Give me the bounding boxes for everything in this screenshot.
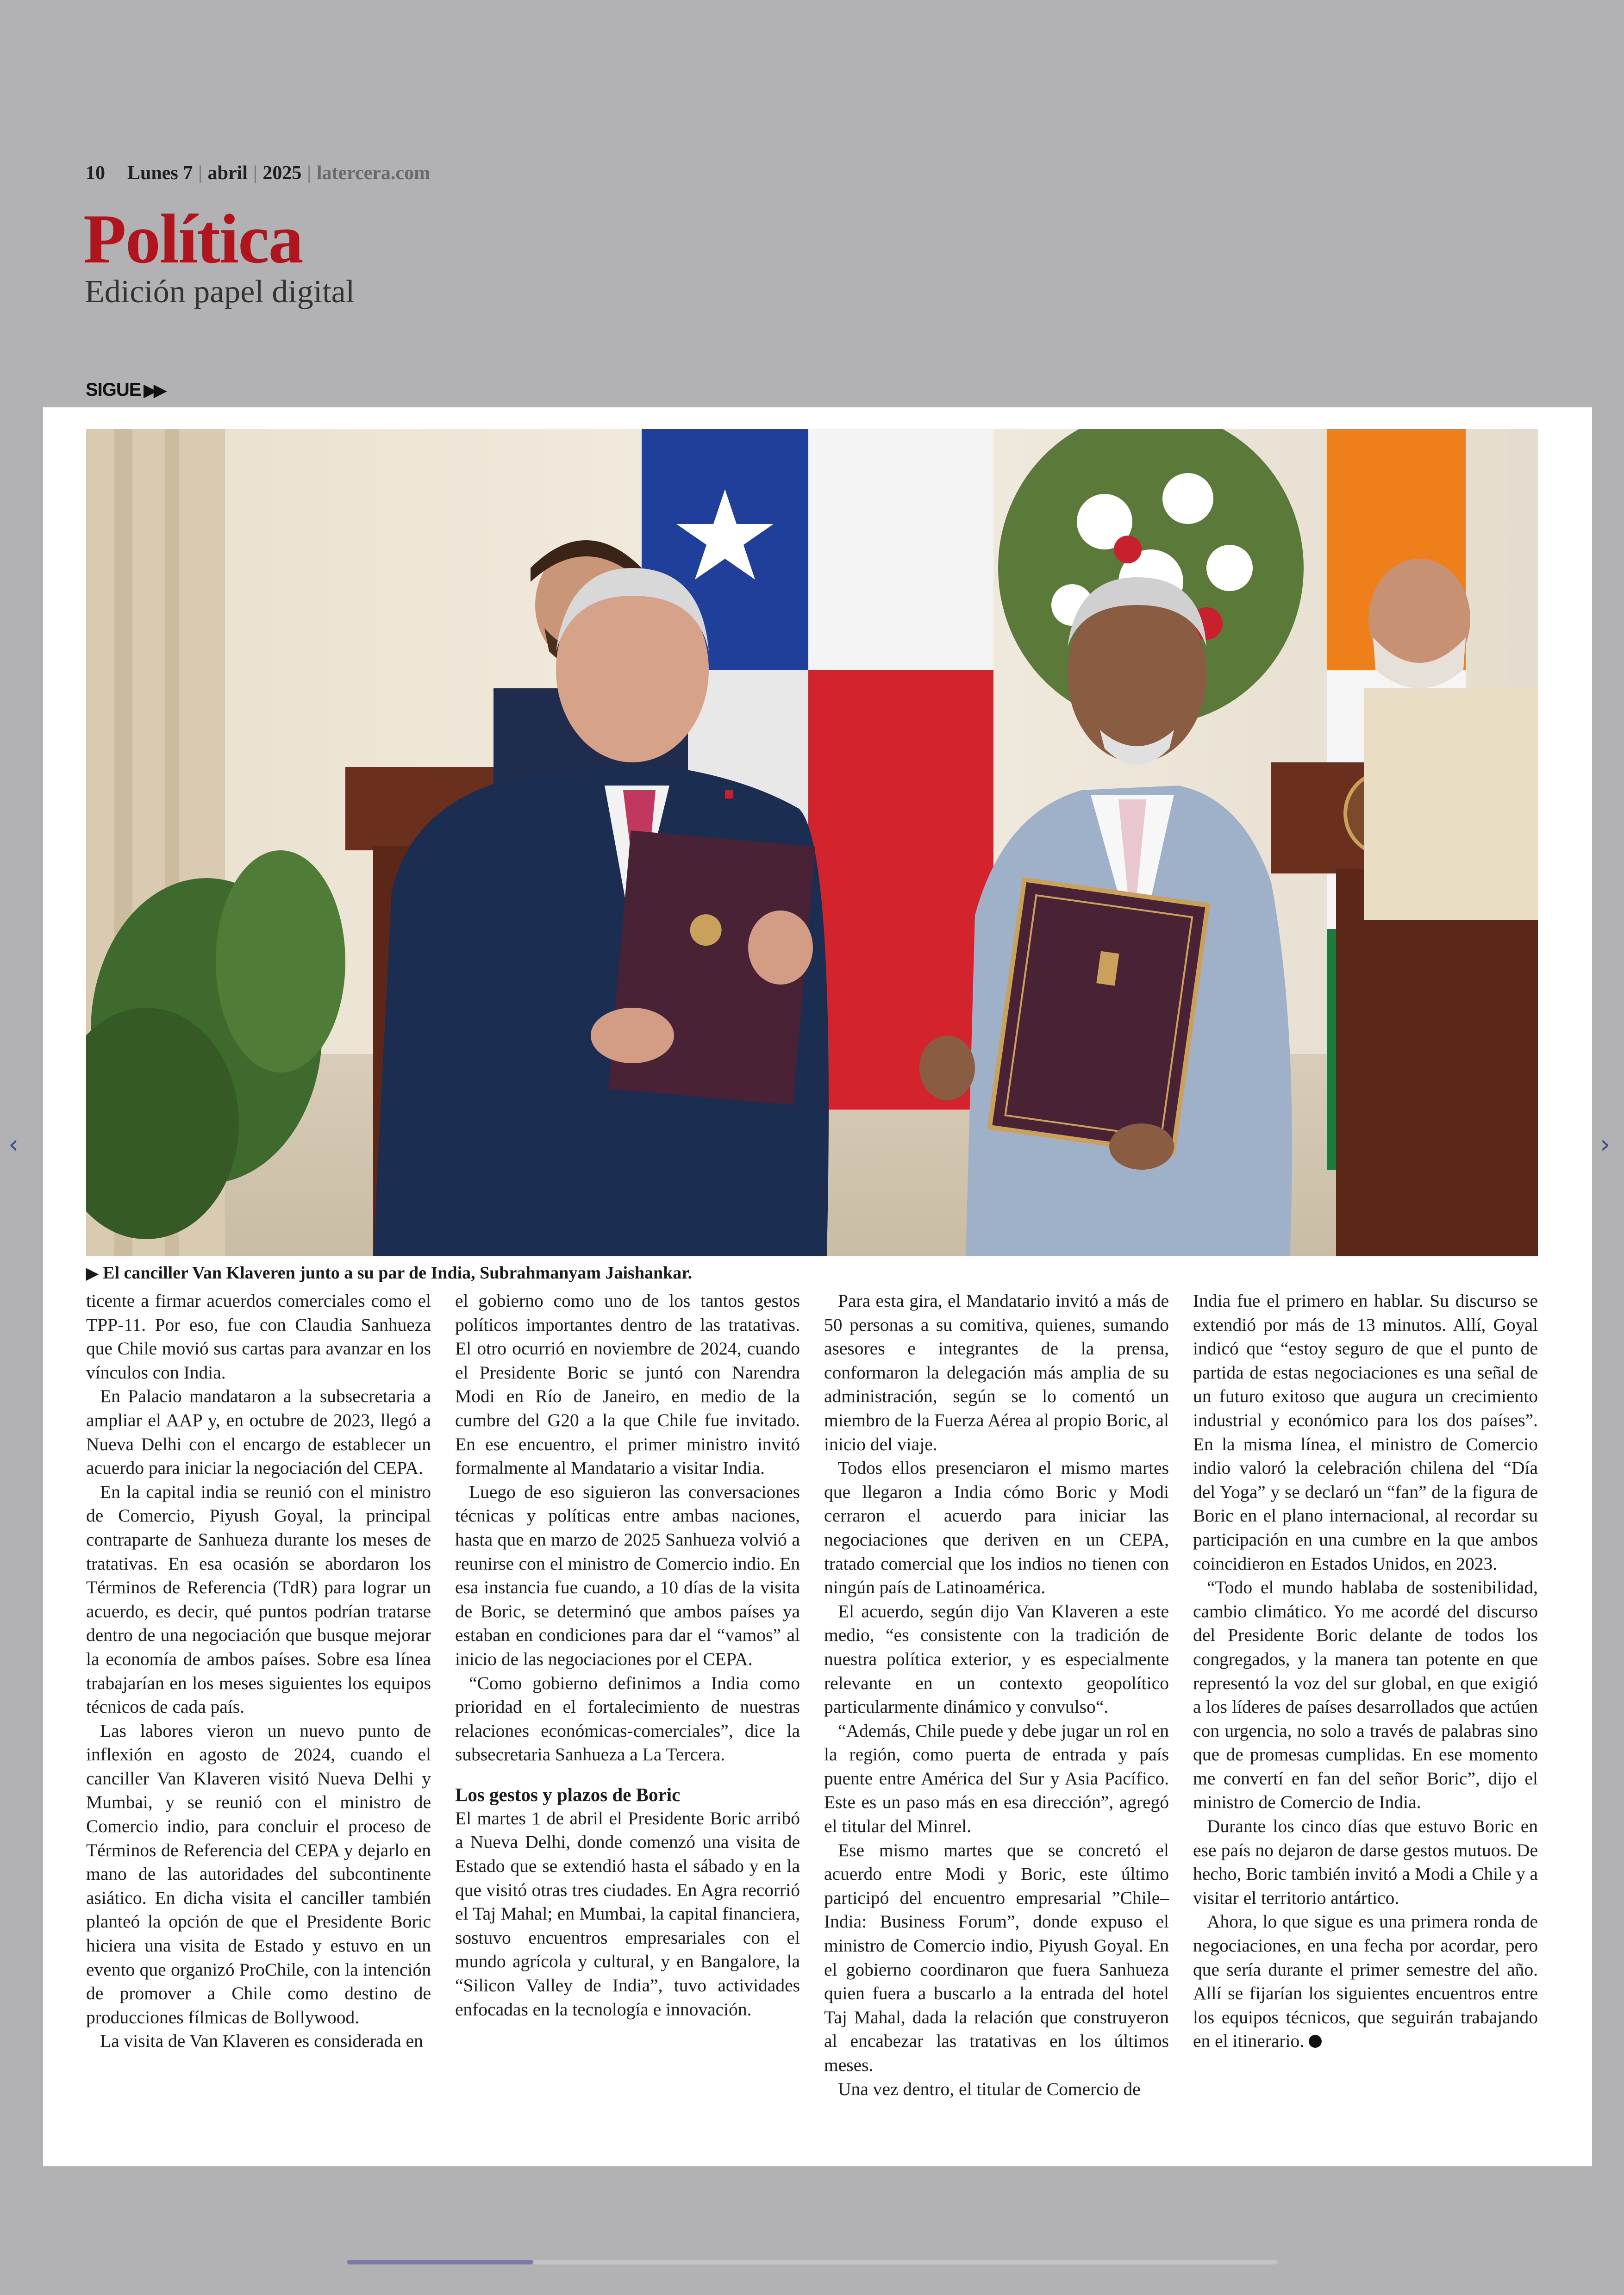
paragraph — [1193, 1910, 1538, 2053]
prev-page-button[interactable]: ‹ — [8, 1129, 19, 1160]
article-column-4 — [1193, 1289, 1538, 2104]
paragraph: Ese mismo martes que se concretó el acuerdo entre Modi y Boric, este último participó del encuentro empresarial ”Chile–India: Business Forum”, donde expuso el ministro de Comercio indio, Piyush Goyal. En el gobierno coordinaron que fuera Sanhueza quien fuera a buscarlo a la entrada del hotel Taj Mahal, dada la relación que construyeron al encabezar las tratativas en los últimos meses. — [824, 1840, 1169, 2075]
caption-marker-icon: ▶ — [86, 1265, 99, 1282]
paragraph: “Como gobierno definimos a India como prioridad en el fortalecimiento de nuestras relaciones económicas-comerciales”, dice la subsecretaria Sanhueza a La Tercera. — [455, 1672, 800, 1765]
site-link[interactable]: latercera.com — [316, 162, 431, 184]
section-title: Política — [83, 200, 303, 278]
continues-text: SIGUE — [86, 380, 141, 400]
paragraph: el gobierno como uno de los tantos gestos políticos importantes dentro de las tratativas. El otro ocurrió en noviembre de 2024, cuando el Presidente Boric se juntó con Narendra Modi en Río de Janeiro, en medio de la cumbre del G20 a la que Chile fue invitado. En ese encuentro, el primer ministro invitó formalmente al Mandatario a visitar India. — [455, 1291, 800, 1478]
article-photo — [86, 429, 1538, 1256]
issue-day: Lunes 7 — [127, 162, 193, 184]
photo-caption — [86, 1263, 1538, 1283]
section-subtitle: Edición papel digital — [85, 274, 355, 310]
paragraph: Durante los cinco días que estuvo Boric en ese país no dejaron de darse gestos mutuos. De hecho, Boric también invitó a Modi a Chile y a visitar el territorio antártico. — [1193, 1816, 1538, 1908]
reader-progress-bar[interactable] — [347, 2260, 1278, 2264]
paragraph: El martes 1 de abril el Presidente Boric arribó a Nueva Delhi, donde comenzó una visita de Estado que se extendió hasta el sábado y en la que visitó otras tres ciudades. En Agra recorrió el Taj Mahal; en Mumbai, la capital financiera, sostuvo encuentros empresariales con el mundo agrícola y cultural, y en Bangalore, la “Silicon Valley de India”, tuvo actividades enfocadas en la tecnología e innovación. — [455, 1808, 800, 2020]
article-body — [86, 1289, 1538, 2104]
reader-progress-fill — [347, 2260, 533, 2264]
issue-year: 2025 — [262, 162, 302, 184]
article-column-3 — [824, 1289, 1169, 2104]
article-column-2 — [455, 1289, 800, 2104]
separator: | — [307, 162, 311, 184]
separator: | — [198, 162, 202, 184]
continues-label — [86, 380, 164, 400]
article-column-1 — [86, 1289, 431, 2104]
issue-month: abril — [207, 162, 248, 184]
paragraph: Las labores vieron un nuevo punto de inflexión en agosto de 2024, cuando el canciller Van Klaveren visitó Nueva Delhi y Mumbai, y se reunió con el ministro de Comercio indio, para concluir el proceso de Términos de Referencia del CEPA y dejarlo en mano de las autoridades del subcontinente asiático. En dicha visita el canciller también planteó la opción de que el Presidente Boric hiciera una visita de Estado y estuvo en un evento que organizó ProChile, con la intención de promover a Chile como destino de producciones fílmicas de Bollywood. — [86, 1720, 431, 2027]
paragraph: El acuerdo, según dijo Van Klaveren a este medio, “es consistente con la tradición de nuestra política exterior, y es especialmente relevante en un contexto geopolítico particularmente dinámico y convulso“. — [824, 1601, 1169, 1717]
paragraph: “Todo el mundo hablaba de sostenibilidad, cambio climático. Yo me acordé del discurso del Presidente Boric delante de todos los congregados, y la manera tan potente en que representó la voz del sur global, en que exigió a los líderes de países desarrollados que actúen con urgencia, no solo a través de palabras sino que de promesas cumplidas. En ese momento me convertí en fan del señor Boric”, dijo el ministro de Comercio de India. — [1193, 1577, 1538, 1813]
paragraph-text: Ahora, lo que sigue es una primera ronda de negociaciones, en una fecha por acordar, pero que sería durante el primer semestre del año. Allí se fijarían los siguientes encuentros entre los equipos técnicos, que seguirán trabajando en el itinerario. — [1193, 1911, 1538, 2052]
paragraph: En Palacio mandataron a la subsecretaria a ampliar el AAP y, en octubre de 2023, llegó a Nueva Delhi con el encargo de establecer un acuerdo para iniciar la negociación del CEPA. — [86, 1386, 431, 1478]
photo-illustration — [86, 429, 1538, 1256]
newspaper-page — [43, 407, 1592, 2166]
paragraph: En la capital india se reunió con el ministro de Comercio, Piyush Goyal, la principal contraparte de Sanhueza durante los meses de tratativas. En esa ocasión se abordaron los Términos de Referencia (TdR) para lograr un acuerdo, es decir, qué puntos podrían tratarse dentro de una negociación que busque mejorar la economía de ambos países. Sobre esa línea trabajarían en los meses siguientes los equipos técnicos de cada país. — [86, 1481, 431, 1717]
issue-header — [86, 162, 430, 184]
paragraph: ticente a firmar acuerdos comerciales como el TPP-11. Por eso, fue con Claudia Sanhueza que Chile movió sus cartas para avanzar en los vínculos con India. — [86, 1291, 431, 1383]
paragraph: Todos ellos presenciaron el mismo martes que llegaron a India cómo Boric y Modi cerraron el acuerdo para iniciar las negociaciones que deriven en un CEPA, tratado comercial que los indios no tienen con ningún país de Latinoamérica. — [824, 1458, 1169, 1598]
paragraph: Para esta gira, el Mandatario invitó a más de 50 personas a su comitiva, quienes, sumando asesores e integrantes de la prensa, conformaron la delegación más amplia de su administración, según se lo comentó un miembro de la Fuerza Aérea al propio Boric, al inicio del viaje. — [824, 1291, 1169, 1454]
paragraph: India fue el primero en hablar. Su discurso se extendió por más de 13 minutos. Allí, Goyal indicó que “estoy seguro de que el punto de partida de estas negociaciones es una señal de un futuro exitoso que augura un crecimiento industrial y económico para los dos países”. En la misma línea, el ministro de Comercio indio valoró la celebración chilena del “Día del Yoga” y se declaró un “fan” de la figura de Boric en el plano internacional, al recordar su participación en una cumbre en la que ambos coincidieron en Estados Unidos, en 2023. — [1193, 1291, 1538, 1574]
paragraph: Una vez dentro, el titular de Comercio de — [838, 2078, 1141, 2099]
paragraph: Luego de eso siguieron las conversaciones técnicas y políticas entre ambas naciones, hasta que en marzo de 2025 Sanhueza volvió a reunirse con el ministro de Comercio indio. En esa instancia fue cuando, a 10 días de la visita de Boric, se determinó que ambos países ya estaban en condiciones para dar el “vamos” al inicio de las negociaciones por el CEPA. — [455, 1481, 800, 1669]
separator: | — [253, 162, 257, 184]
paragraph: La visita de Van Klaveren es considerada en — [100, 2031, 423, 2052]
page-number: 10 — [86, 162, 105, 184]
next-page-button[interactable]: › — [1600, 1129, 1611, 1160]
end-of-article-icon — [1309, 2035, 1322, 2048]
caption-text: El canciller Van Klaveren junto a su par de India, Subrahmanyam Jaishankar. — [103, 1263, 693, 1283]
paragraph: “Además, Chile puede y debe jugar un rol en la región, como puerta de entrada y país puente entre América del Sur y Asia Pacífico. Este es un paso más en esa dirección”, agregó el titular del Minrel. — [824, 1720, 1169, 1837]
article-subheading: Los gestos y plazos de Boric — [455, 1784, 681, 1805]
continues-arrows-icon: ▶▶ — [144, 380, 164, 399]
